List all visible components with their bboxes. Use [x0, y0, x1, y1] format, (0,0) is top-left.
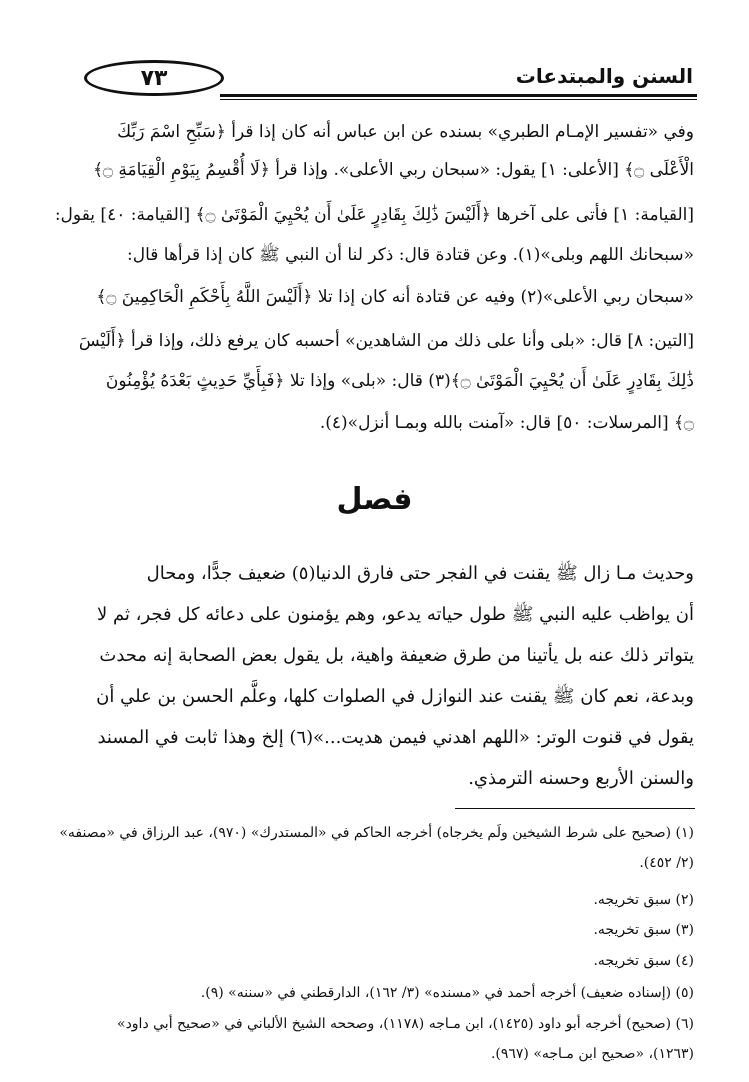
footnote-line: (١٢٦٣)، «صحيح ابن مـاجه» (٩٦٧). [490, 1046, 694, 1062]
page-number: ٧٣ [140, 65, 168, 91]
header-rule-thin [220, 99, 697, 100]
text-line: ذَٰلِكَ بِقَادِرٍ عَلَىٰ أَن يُحْيِيَ الْمَوْتَىٰ ۝﴾(٣) قال: «بلى» وإذا تلا ﴿فَبِأَيِّ حَدِيثٍ بَعْدَهُ يُؤْمِنُونَ [105, 371, 694, 391]
footnote-line: (٣) سبق تخريجه. [593, 922, 694, 938]
text-line: «سبحانك اللهم وبلى»(١). وعن قتادة قال: ذكر لنا أن النبي ﷺ كان إذا قرأها قال: [126, 245, 694, 265]
page-number-oval [84, 60, 224, 96]
footnote-line: (٥) (إسناده ضعيف) أخرجه أحمد في «مسنده» (٣/ ١٦٢)، الدارقطني في «سننه» (٩). [200, 985, 694, 1001]
text-line: «سبحان ربي الأعلى»(٢) وفيه عن قتادة أنه كان إذا تلا ﴿أَلَيْسَ اللَّهُ بِأَحْكَمِ الْحَاكِمِينَ ۝﴾ [96, 287, 694, 307]
text-line: يتواتر ذلك عنه بل يأتينا من طرق ضعيفة واهية، بل يقول بعض الصحابة إنه محدث [99, 645, 694, 666]
footnote-separator [455, 808, 695, 809]
text-line: الْأَعْلَى ۝﴾ [الأعلى: ١] يقول: «سبحان ربي الأعلى». وإذا قرأ ﴿لَا أُقْسِمُ بِيَوْمِ الْقِيَامَةِ ۝﴾ [93, 160, 694, 180]
footnote-line: (٢) سبق تخريجه. [593, 892, 694, 908]
section-title: فصل [336, 482, 413, 517]
page-header [70, 58, 697, 100]
text-line: [التين: ٨] قال: «بلى وأنا على ذلك من الشاهدين» أحسبه كان يرفع ذلك، وإذا قرأ ﴿أَلَيْسَ [78, 331, 694, 351]
text-line: وفي «تفسير الإمـام الطبري» بسنده عن ابن عباس أنه كان إذا قرأ ﴿سَبِّحِ اسْمَ رَبِّكَ [117, 122, 694, 142]
header-rule [220, 94, 697, 97]
footnote-line: (١) (صحيح على شرط الشيخين ولَم يخرجاه) أخرجه الحاكم في «المستدرك» (٩٧٠)، عبد الرزاق في «مصنفه» [59, 825, 694, 841]
text-line: وحديث مـا زال ﷺ يقنت في الفجر حتى فارق الدنيا(٥) ضعيف جدًّا، ومحال [146, 563, 694, 584]
text-line: والسنن الأربع وحسنه الترمذي. [468, 768, 694, 789]
text-line: وبدعة، نعم كان ﷺ يقنت عند النوازل في الصلوات كلها، وعلَّم الحسن بن علي أن [96, 686, 694, 707]
text-line: [القيامة: ١] فأتى على آخرها ﴿أَلَيْسَ ذَٰلِكَ بِقَادِرٍ عَلَىٰ أَن يُحْيِيَ الْمَوْتَىٰ ۝﴾ [القيامة: ٤٠] يقول: [54, 205, 694, 225]
text-line: أن يواظب عليه النبي ﷺ طول حياته يدعو، وهم يؤمنون على دعائه كل فجر، ثم لا [96, 604, 694, 625]
footnote-line: (٦) (صحيح) أخرجه أبو داود (١٤٢٥)، ابن مـاجه (١١٧٨)، وصححه الشيخ الألباني في «صحيح أبي داود» [117, 1016, 694, 1032]
text-line: يقول في قنوت الوتر: «اللهم اهدني فيمن هديت...»(٦) إلخ وهذا ثابت في المسند [97, 727, 694, 748]
text-line: ۝﴾ [المرسلات: ٥٠] قال: «آمنت بالله وبمـا أنزل»(٤). [319, 413, 694, 433]
footnote-line: (٢/ ٤٥٢). [639, 855, 694, 871]
footnote-line: (٤) سبق تخريجه. [593, 953, 694, 969]
running-title: السنن والمبتدعات [515, 64, 693, 88]
